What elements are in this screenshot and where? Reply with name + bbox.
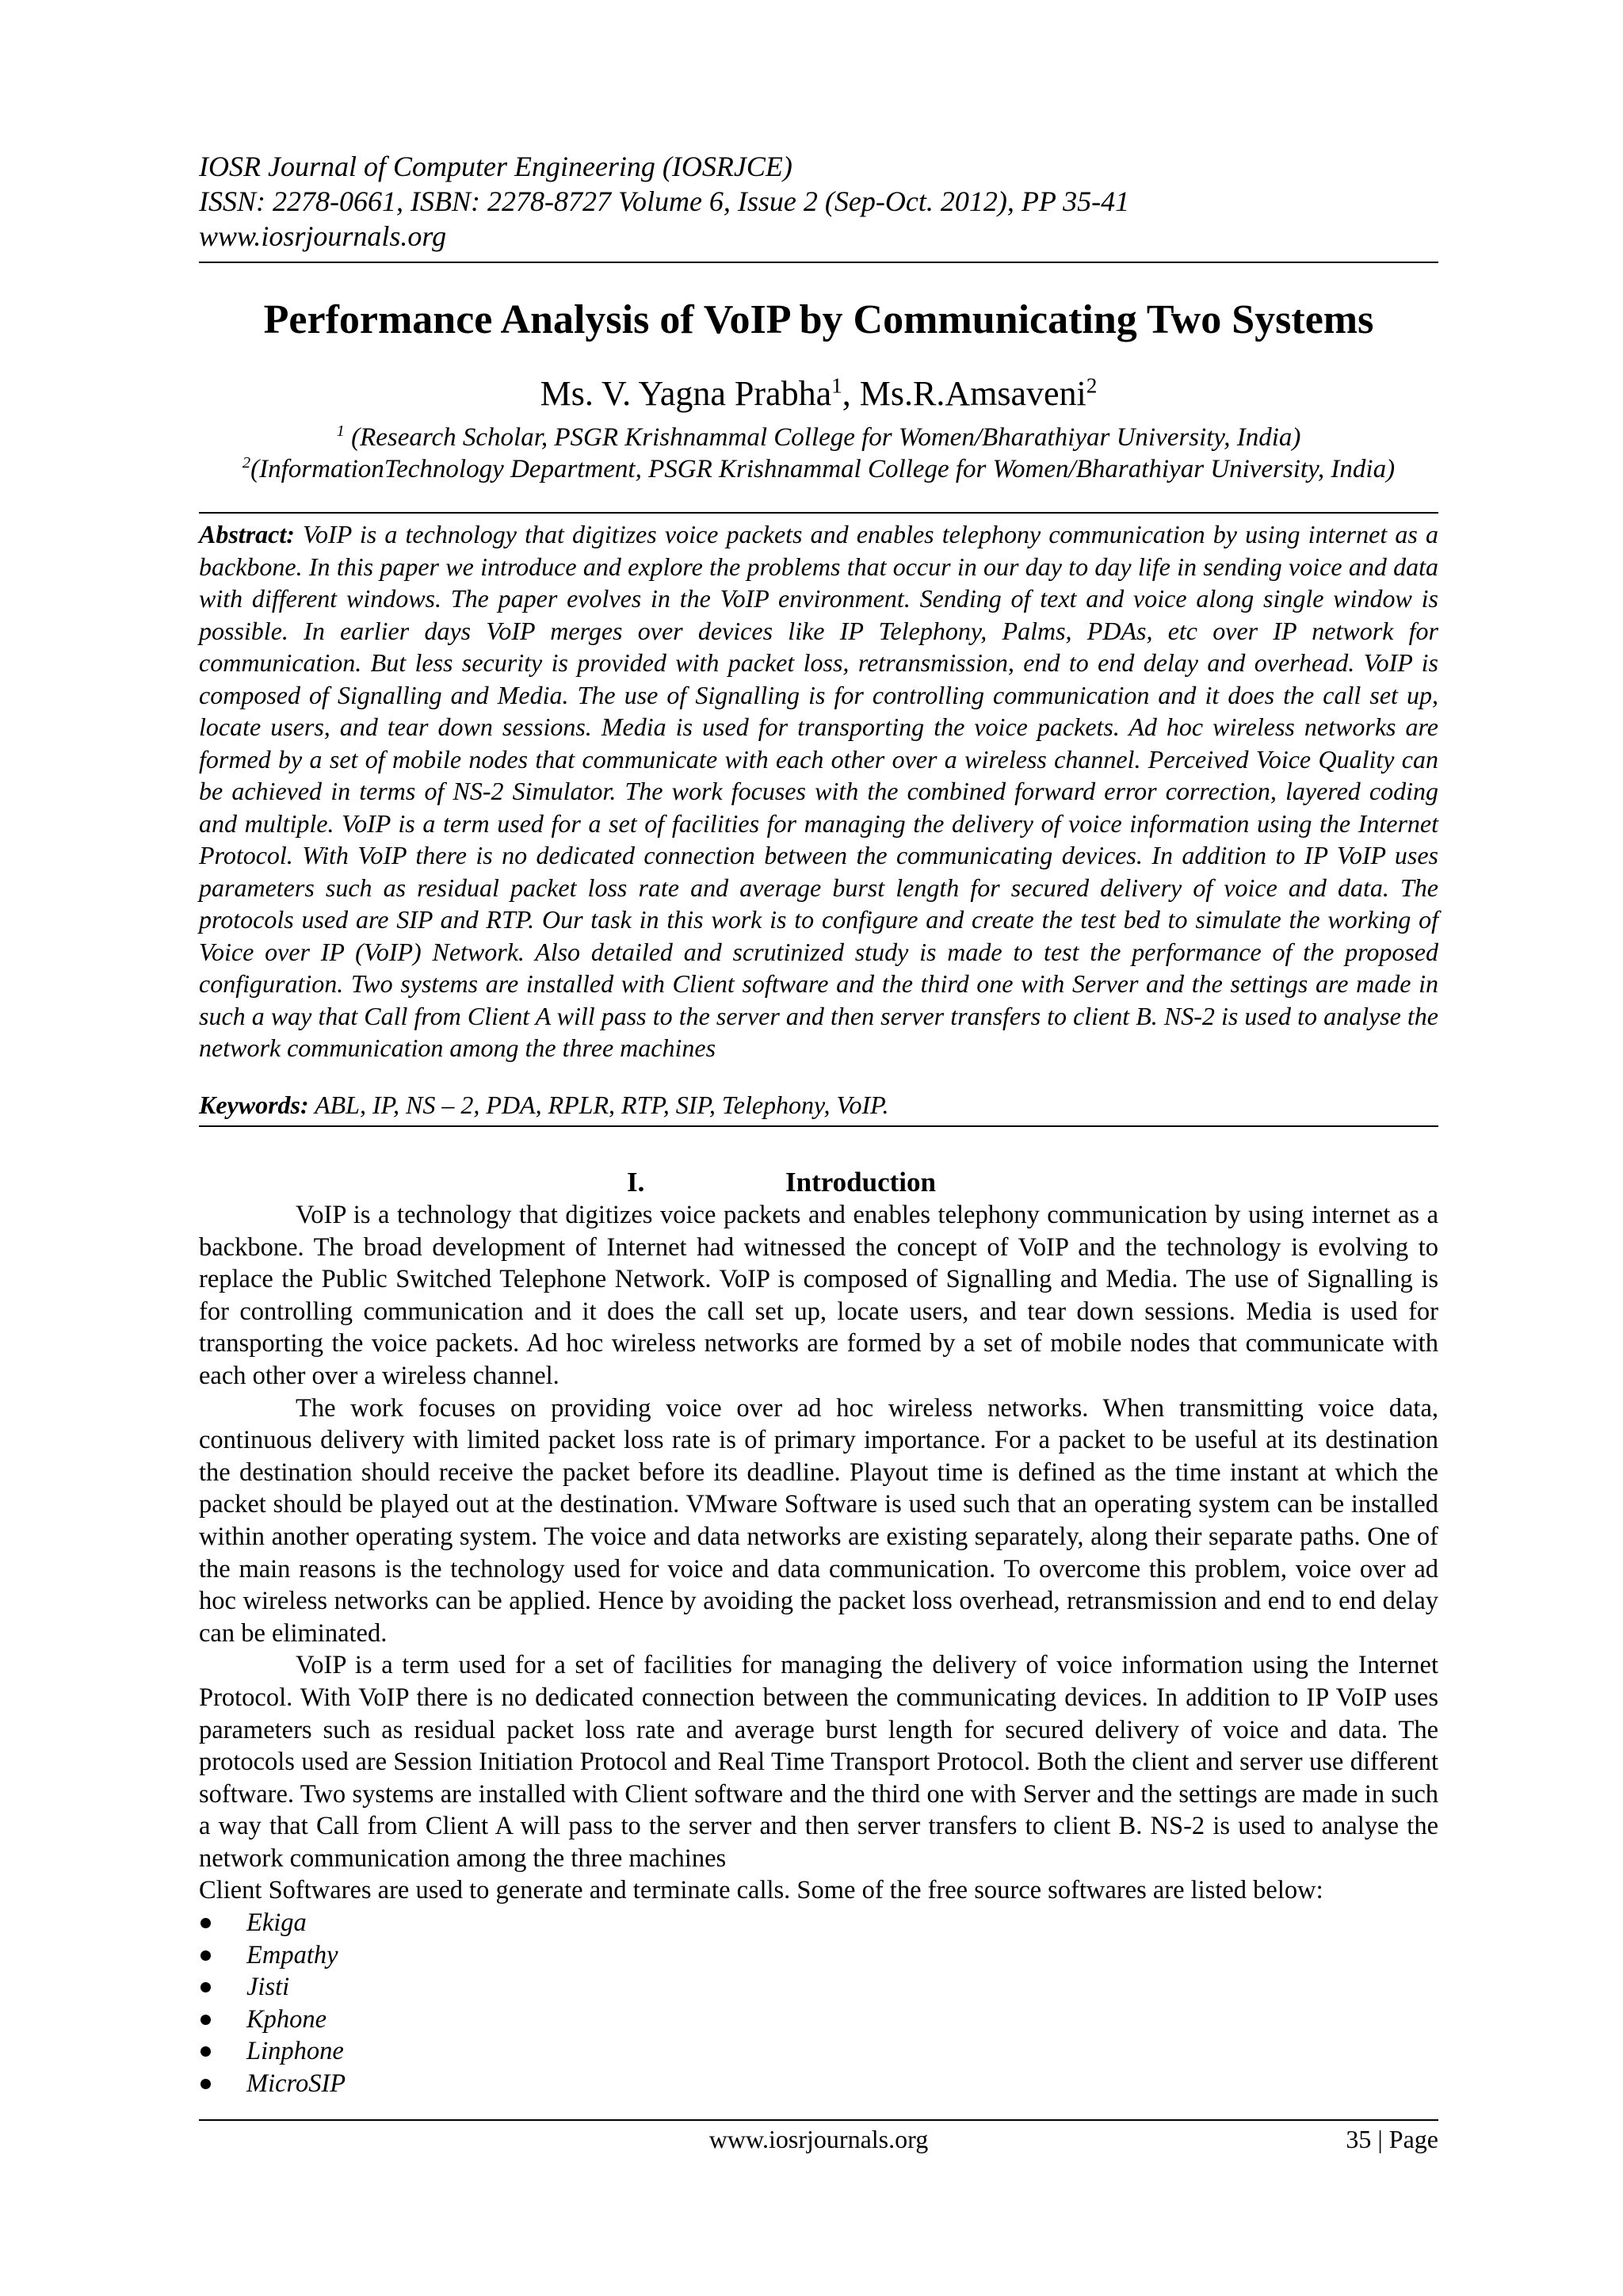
keywords-label: Keywords: xyxy=(199,1091,309,1119)
section-title: Introduction xyxy=(785,1167,936,1198)
software-list xyxy=(199,1907,1438,2100)
abstract xyxy=(199,518,1438,1064)
list-intro: Client Softwares are used to generate and terminate calls. Some of the free source softwares are listed below: xyxy=(199,1876,1323,1905)
author-separator: , xyxy=(842,374,860,413)
affiliation-mark: 2 xyxy=(242,454,251,472)
paragraph: The work focuses on providing voice over ad hoc wireless networks. When transmitting voice data, continuous delivery with limited packet loss rate is of primary importance. For a packet to be useful at its destination the destination should receive the packet before its deadline. Playout time is defined as the time instant at which the packet should be played out at the destination. VMware Software is used such that an operating system can be installed within another operating system. The voice and data networks are existing separately, along their separate paths. One of the main reasons is the technology used for voice and data communication. To overcome this problem, voice over ad hoc wireless networks can be applied. Hence by avoiding the packet loss overhead, retransmission and end to end delay can be eliminated. xyxy=(199,1393,1438,1648)
bullet-icon xyxy=(200,2015,211,2025)
page-number: 35 | Page xyxy=(1346,2125,1438,2153)
paragraph: VoIP is a technology that digitizes voice packets and enables telephony communication by using internet as a backbone. The broad development of Internet had witnessed the concept of VoIP and the technology is evolving to replace the Public Switched Telephone Network. VoIP is composed of Signalling and Media. The use of Signalling is for controlling communication and it does the call set up, locate users, and tear down sessions. Media is used for transporting the voice packets. Ad hoc wireless networks are formed by a set of mobile nodes that communicate with each other over a wireless channel. xyxy=(199,1201,1438,1390)
bullet-icon xyxy=(200,1918,211,1928)
affiliation xyxy=(199,453,1438,485)
software-name: Empathy xyxy=(246,1940,338,1969)
paper-title: Performance Analysis of VoIP by Communicating Two Systems xyxy=(263,297,1374,342)
affiliation xyxy=(199,422,1438,453)
section-number: I. xyxy=(627,1167,645,1198)
software-name: Ekiga xyxy=(246,1908,307,1938)
abstract-text: VoIP is a technology that digitizes voice packets and enables telephony communication by using internet as a backbone. In this paper we introduce and explore the problems that occur in our day to day life in sending voice and data with different windows. The paper evolves in the VoIP environment. Sending of text and voice along single window is possible. In earlier days VoIP merges over devices like IP Telephony, Palms, PDAs, etc over IP network for communication. But less security is provided with packet loss, retransmission, end to end delay and overhead. VoIP is composed of Signalling and Media. The use of Signalling is for controlling communication and it does the call set up, locate users, and tear down sessions. Media is used for transporting the voice packets. Ad hoc wireless networks are formed by a set of mobile nodes that communicate with each other over a wireless channel. Perceived Voice Quality can be achieved in terms of NS-2 Simulator. The work focuses with the combined forward error correction, layered coding and multiple. VoIP is a term used for a set of facilities for managing the delivery of voice information using the Internet Protocol. With VoIP there is no dedicated connection between the communicating devices. In addition to IP VoIP uses parameters such as residual packet loss rate and average burst length for secured delivery of voice and data. The protocols used are SIP and RTP. Our task in this work is to configure and create the test bed to simulate the working of Voice over IP (VoIP) Network. Also detailed and scrutinized study is made to test the performance of the proposed configuration. Two systems are installed with Client software and the third one with Server and the settings are made in such a way that Call from Client A will pass to the server and then server transfers to client B. NS-2 is used to analyse the network communication among the three machines xyxy=(199,520,1438,1062)
footer-rule xyxy=(199,2119,1438,2121)
software-name: Linphone xyxy=(246,2037,344,2066)
software-name: Jisti xyxy=(246,1973,290,2002)
abstract-top-rule xyxy=(199,512,1438,514)
author-line xyxy=(199,372,1438,415)
software-name: MicroSIP xyxy=(246,2069,346,2099)
journal-website[interactable]: www.iosrjournals.org xyxy=(199,220,447,252)
affiliation-mark: 1 xyxy=(336,422,345,440)
header-rule xyxy=(199,262,1438,263)
author-affil-mark: 2 xyxy=(1086,373,1098,398)
bullet-icon xyxy=(200,1950,211,1961)
keywords xyxy=(199,1089,1438,1121)
bullet-icon xyxy=(200,2079,211,2089)
footer-website[interactable]: www.iosrjournals.org xyxy=(708,2125,929,2153)
journal-header xyxy=(199,149,1438,254)
bullet-icon xyxy=(200,1982,211,1992)
list-item xyxy=(199,1939,1438,1972)
list-item xyxy=(199,1907,1438,1939)
author-name: Ms. V. Yagna Prabha xyxy=(540,374,832,413)
abstract-bottom-rule xyxy=(199,1125,1438,1127)
list-item xyxy=(199,2035,1438,2068)
journal-name: IOSR Journal of Computer Engineering (IOSRJCE) xyxy=(199,151,792,182)
author-affil-mark: 1 xyxy=(831,373,842,398)
issn-line: ISSN: 2278-0661, ISBN: 2278-8727 Volume 6, Issue 2 (Sep-Oct. 2012), PP 35-41 xyxy=(199,185,1130,217)
paragraph: VoIP is a term used for a set of facilities for managing the delivery of voice information using the Internet Protocol. With VoIP there is no dedicated connection between the communicating devices. In addition to IP VoIP uses parameters such as residual packet loss rate and average burst length for secured delivery of voice and data. The protocols used are Session Initiation Protocol and Real Time Transport Protocol. Both the client and server use different software. Two systems are installed with Client software and the third one with Server and the settings are made in such a way that Call from Client A will pass to the server and then server transfers to client B. NS-2 is used to analyse the network communication among the three machines xyxy=(199,1651,1438,1873)
abstract-label: Abstract: xyxy=(199,520,295,548)
list-item xyxy=(199,1971,1438,2004)
list-item xyxy=(199,2004,1438,2036)
bullet-icon xyxy=(200,2046,211,2057)
software-name: Kphone xyxy=(246,2004,327,2034)
author-name: Ms.R.Amsaveni xyxy=(859,374,1086,413)
affiliation-text: (InformationTechnology Department, PSGR Krishnammal College for Women/Bharathiyar University, India) xyxy=(250,455,1396,483)
list-item xyxy=(199,2068,1438,2100)
section-body xyxy=(199,1199,1438,2100)
keywords-text: ABL, IP, NS – 2, PDA, RPLR, RTP, SIP, Telephony, VoIP. xyxy=(308,1091,889,1119)
affiliation-text: (Research Scholar, PSGR Krishnammal College for Women/Bharathiyar University, India) xyxy=(344,423,1301,452)
